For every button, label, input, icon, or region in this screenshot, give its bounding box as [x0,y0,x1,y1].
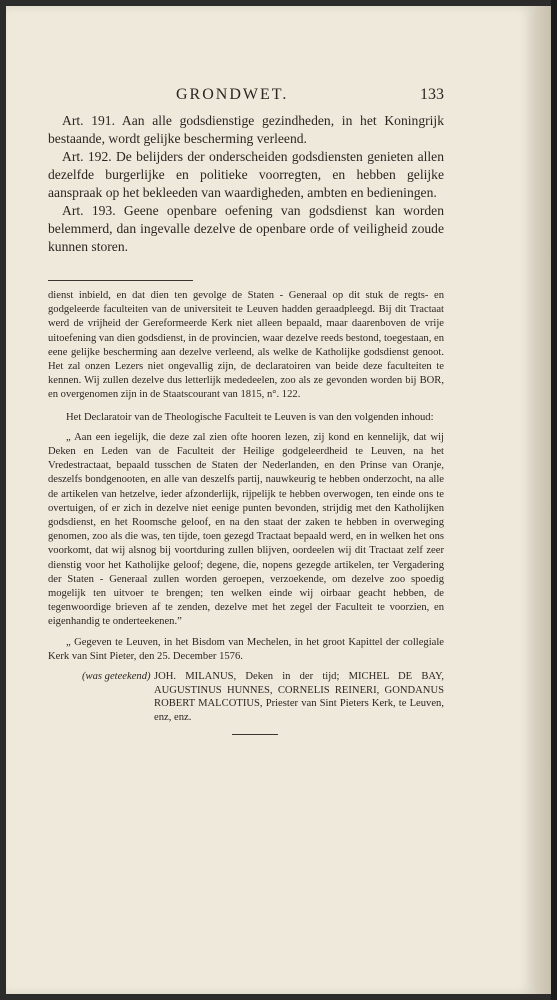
signature-block [48,670,444,724]
declaratoir-dated: „ Gegeven te Leuven, in het Bisdom van Mechelen, in het groot Kapittel der collegiale Kerk van Sint Pieter, den 25. December 1576. [48,636,444,662]
page-content [48,86,444,735]
page-header [48,86,444,110]
running-title: GRONDWET. [176,86,289,103]
end-rule [232,734,278,735]
declaratoir-quote: „ Aan een iegelijk, die deze zal zien ofte hooren lezen, zij kond en kennelijk, dat wij Deken en Leden van de Faculteit der Heilige godgeleerdheid te Leuven, na het Vredestractaat, bepaald tusschen de Staten der Nederlanden, en den Prinse van Oranje, deszelfs bondgenooten, en alle van deszelfs partij, nauwkeurig te hebben onderzocht, na alle de artikelen van hetzelve, ieder afzonderlijk, rijpelijk te hebben overwogen, ten einde ons te overtuigen, of er zich in dezelve niet eenige punten bevonden, strijdig met den Katholijken godsdienst, en het Roomsche geloof, en na den staat der zaken te hebben in overweging genomen, zoo als die was, ten tijde, toen gezegd Tractaat bepaald werd, en in welken het ons voorkomt, dat wij alsnog bij voortduring zullen blijven, oordeelen wij dit Tractaat zelf zeer dienstig voor het Katholijke geloof; degene, die, nopens gezegde artikelen, ter Vergadering der Staten - Generaal zullen worden geroepen, verzoekende, om dezelve zoo spoedig mogelijk ten uitvoer te brengen; ten welken einde wij oirbaar geacht hebben, de tegenwoordige brieven af te zenden, dezelve met het zegel der Faculteit te voorzien, en eigenhandig te onderteekenen.” [48,431,444,628]
signatories: JOH. MILANUS, Deken in der tijd; MICHEL DE BAY, AUGUSTINUS HUNNES, CORNELIS REINERI, GONDANUS ROBERT MALCOTIUS, Priester van Sint Pieters Kerk, te Leuven, enz, enz. [154,671,444,723]
signed-label: (was geteekend) [82,671,151,683]
footnote-continuation: dienst inbield, en dat dien ten gevolge de Staten - Generaal op dit stuk de regts- en godgeleerde faculteiten van de universiteit te Leuven hadden geraadpleegd. Bij dit Tractaat werd de vrijheid der Gereformeerde Kerk niet alleen bepaald, maar daarenboven de vrije uitoefening van dien godsdienst, in de provincien, waar dezelve reeds bestond, toegestaan, en eene gelijke bescherming aan dezelve verleend, als welke de Katholijke godsdienst genoot. Het zal onzen Lezers niet ongevallig zijn, de declaratoiren van beide deze faculteiten te kennen. Wij zullen dezelve dus letterlijk mededeelen, zoo als ze gevonden worden bij BOR, en overgenomen zijn in de Staatscourant van 1815, n°. 122. [48,290,444,401]
footnote-separator [48,280,193,281]
book-binding [551,0,557,1000]
declaratoir-intro: Het Declaratoir van de Theologische Faculteit te Leuven is van den volgenden inhoud: [66,411,434,423]
article-192: Art. 192. De belijders der onderscheiden godsdiensten genieten allen dezelfde burgerlijke en politieke voorregten, en hebben gelijke aanspraak op het bekleeden van waardigheden, ambten en bedieningen. [48,149,444,200]
article-191: Art. 191. Aan alle godsdienstige gezindheden, in het Koningrijk bestaande, wordt gelijke bescherming verleend. [48,113,444,146]
page-edge [534,6,551,994]
page-number: 133 [420,86,444,103]
article-193: Art. 193. Geene openbare oefening van godsdienst kan worden belemmerd, dan ingevalle dezelve de openbare orde of veiligheid zoude kunnen storen. [48,203,444,254]
